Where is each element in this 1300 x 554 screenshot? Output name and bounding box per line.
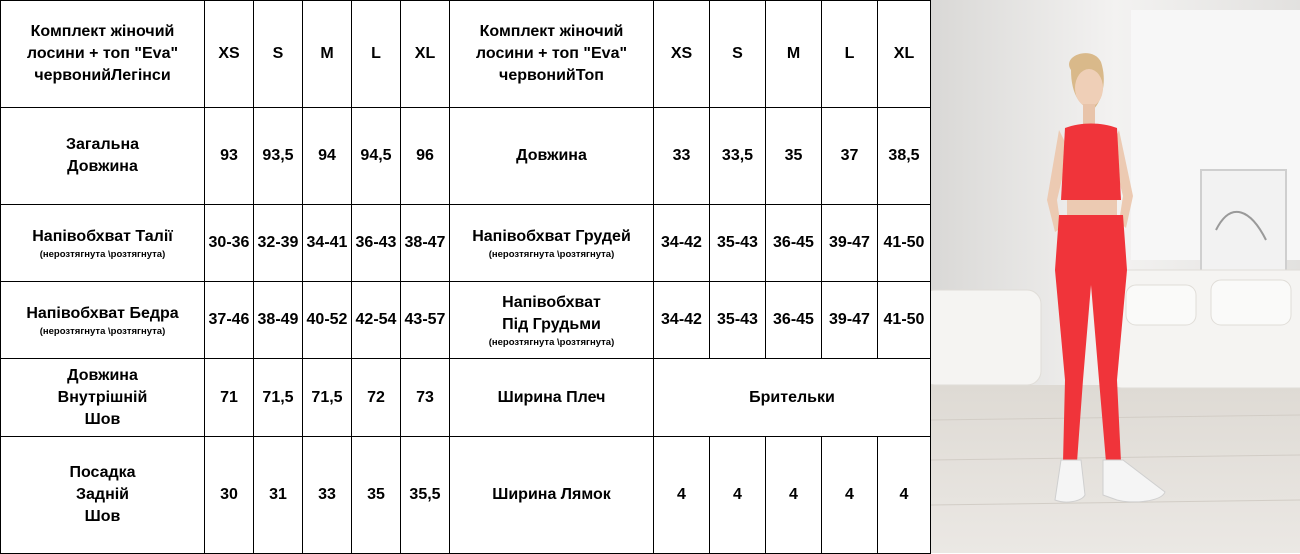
leggings-value: 33 [303,437,352,554]
top-value: 36-45 [766,205,822,282]
leggings-value: 32-39 [254,205,303,282]
leggings-size-l: L [352,1,401,108]
top-value: 39-47 [822,205,878,282]
top-heading [450,1,654,108]
size-chart-body [1,1,931,554]
leggings-row-label-note: (нерозтягнута \розтягнута) [39,325,166,337]
leggings-value: 30-36 [205,205,254,282]
leggings-heading-line: лосини + топ "Eva" [26,45,179,62]
leggings-row-label-line: Внутрішній [57,388,148,406]
leggings-row-label-line: Загальна [65,136,140,153]
leggings-value: 34-41 [303,205,352,282]
table-row [1,108,931,205]
leggings-row-label [1,359,205,437]
leggings-row-label [1,437,205,554]
top-row-label [450,205,654,282]
top-value: 4 [766,437,822,554]
top-row-label-line: Ширина Плеч [497,388,606,406]
top-value: 4 [710,437,766,554]
table-row [1,205,931,282]
model-photo-illustration [931,0,1300,553]
leggings-value: 35 [352,437,401,554]
top-heading-line: лосини + топ "Eva" [475,45,628,62]
leggings-value: 73 [401,359,450,437]
leggings-value: 38-49 [254,282,303,359]
top-row-label-line: Довжина [516,147,587,164]
top-row-label-note: (нерозтягнута \розтягнута) [488,248,615,260]
top-size-xs: XS [654,1,710,108]
top-size-l: L [822,1,878,108]
leggings-row-label-line: Напівобхват Бедра [26,304,179,322]
leggings-value: 72 [352,359,401,437]
top-row-label [450,359,654,437]
leggings-row-label-line: Шов [84,410,121,428]
leggings-value: 43-57 [401,282,450,359]
top-value: 4 [654,437,710,554]
leggings-row-label [1,205,205,282]
leggings-heading [1,1,205,108]
leggings-value: 37-46 [205,282,254,359]
leggings-value: 93 [205,108,254,205]
top-value: 37 [822,108,878,205]
leggings-row-label-line: Задній [75,486,130,503]
leggings-value: 35,5 [401,437,450,554]
leggings-value: 96 [401,108,450,205]
top-value: 35-43 [710,205,766,282]
leggings-value: 42-54 [352,282,401,359]
top-value: 35-43 [710,282,766,359]
top-value: 4 [822,437,878,554]
top-row-label-line: Напівобхват [502,293,601,311]
leggings-row-label-line: Напівобхват Талії [32,227,173,245]
top-value: 36-45 [766,282,822,359]
leggings-row-label-line: Посадка [69,464,136,481]
leggings-value: 93,5 [254,108,303,205]
leggings-value: 71 [205,359,254,437]
leggings-row-label-line: Шов [84,508,121,525]
top-merged-value: Брительки [654,359,931,437]
top-row-label-line: Під Грудьми [502,315,601,333]
leggings-row-label-note: (нерозтягнута \розтягнута) [39,248,166,260]
top-row-label [450,282,654,359]
top-size-xl: XL [878,1,931,108]
top-value: 4 [878,437,931,554]
top-row-label-note: (нерозтягнута \розтягнута) [488,336,615,348]
leggings-size-xl: XL [401,1,450,108]
top-heading-line: червонийТоп [499,67,604,84]
table-row [1,282,931,359]
table-row [1,359,931,437]
leggings-row-label [1,108,205,205]
leggings-value: 71,5 [303,359,352,437]
top-row-label-line: Напівобхват Грудей [472,227,631,245]
top-value: 34-42 [654,205,710,282]
top-heading-line: Комплект жіночий [479,23,624,40]
top-size-s: S [710,1,766,108]
leggings-value: 71,5 [254,359,303,437]
model-photo [931,0,1300,553]
leggings-size-m: M [303,1,352,108]
top-row-label-line: Ширина Лямок [492,486,611,503]
leggings-value: 31 [254,437,303,554]
leggings-row-label-line: Довжина [67,158,138,175]
top-value: 33 [654,108,710,205]
top-value: 33,5 [710,108,766,205]
leggings-value: 94 [303,108,352,205]
top-value: 41-50 [878,205,931,282]
top-value: 41-50 [878,282,931,359]
leggings-value: 40-52 [303,282,352,359]
leggings-value: 94,5 [352,108,401,205]
top-value: 35 [766,108,822,205]
leggings-row-label [1,282,205,359]
top-value: 39-47 [822,282,878,359]
top-row-label [450,437,654,554]
leggings-row-label-line: Довжина [67,366,138,384]
top-row-label [450,108,654,205]
table-header-row [1,1,931,108]
leggings-heading-line: червонийЛегінси [34,67,171,84]
leggings-value: 30 [205,437,254,554]
leggings-size-s: S [254,1,303,108]
leggings-size-xs: XS [205,1,254,108]
leggings-value: 36-43 [352,205,401,282]
top-value: 38,5 [878,108,931,205]
leggings-heading-line: Комплект жіночий [30,23,175,40]
top-value: 34-42 [654,282,710,359]
leggings-value: 38-47 [401,205,450,282]
top-size-m: M [766,1,822,108]
table-row [1,437,931,554]
